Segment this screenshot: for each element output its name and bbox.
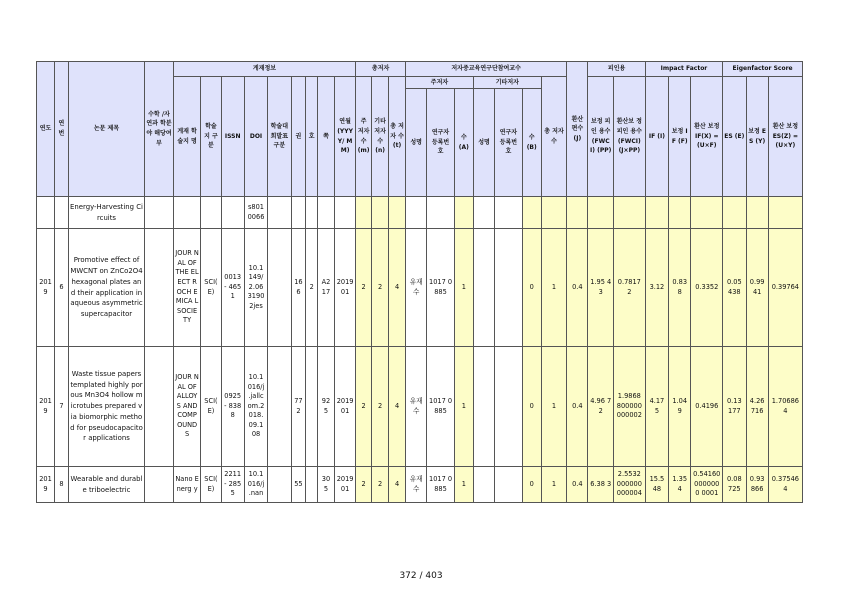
- header-es: ES (E): [723, 77, 746, 197]
- cell-date: 2019 01: [334, 229, 355, 347]
- header-other-author: 기타저자: [473, 77, 541, 89]
- cell-date: [334, 197, 355, 229]
- cell-es: 0.08 725: [723, 467, 746, 503]
- header-eigenfactor: Eigenfactor Score: [723, 62, 803, 77]
- cell-title: Energy-Harvesting Circuits: [68, 197, 144, 229]
- cell-converted: 0.4: [567, 467, 588, 503]
- header-corr-if: 보정 IF (F): [669, 77, 691, 197]
- cell-corr-if: 1.35 4: [669, 467, 691, 503]
- cell-conv-corr-es: 0.375464: [768, 467, 802, 503]
- cell-other-authors: 2: [372, 347, 389, 467]
- header-researcher-no-main: 연구자 등록번 호: [427, 89, 455, 197]
- cell-conv-corr-if: 0.3352: [691, 229, 723, 347]
- cell-conv-corr-es: 1.706864: [768, 347, 802, 467]
- cell-conv-corr-if: 0.54160 0000000 0001: [691, 467, 723, 503]
- cell-corr-citations: 4.96 72: [588, 347, 613, 467]
- cell-total-authors: 4: [389, 467, 406, 503]
- cell-jcode: [268, 347, 291, 467]
- header-corr-es: 보정 ES (Y): [746, 77, 768, 197]
- cell-issue: [306, 347, 318, 467]
- header-name-other: 성명: [473, 89, 494, 197]
- header-issn: ISSN: [221, 77, 244, 197]
- cell-name-main: 유재 수: [406, 229, 427, 347]
- header-if: IF (I): [645, 77, 668, 197]
- table-row: [37, 229, 803, 347]
- header-journal-class: 학술 지 구분: [201, 77, 221, 197]
- cell-year: [37, 197, 55, 229]
- cell-count-b: 0: [522, 347, 541, 467]
- cell-total-authors: [389, 197, 406, 229]
- cell-seq: 6: [55, 229, 69, 347]
- cell-total-authors: 4: [389, 347, 406, 467]
- cell-count-a: [454, 197, 473, 229]
- cell-issn: 2211 - 2855: [221, 467, 244, 503]
- cell-math: [145, 347, 174, 467]
- cell-count-b: 0: [522, 467, 541, 503]
- cell-page: A2 17: [318, 229, 335, 347]
- cell-jclass: SCI( E): [201, 347, 221, 467]
- cell-other-authors: [372, 197, 389, 229]
- header-conv-corr-if: 환산 보정 IF(X) = (U×F): [691, 77, 723, 197]
- cell-reg-other: [495, 197, 523, 229]
- header-main-authors: 주 저자 수 (m): [356, 77, 372, 197]
- cell-title: Promotive effect of MWCNT on ZnCo2O4 hexagonal plates and their application in aqueous asymmetric supercapacitor: [68, 229, 144, 347]
- cell-doi: 10.1 016/j .jallc om.2 018. 09.1 08: [244, 347, 267, 467]
- cell-conv-corr-citations: 0.7817 2: [613, 229, 645, 347]
- cell-total-participant: [541, 197, 567, 229]
- cell-date: 2019 01: [334, 467, 355, 503]
- header-impact-factor: Impact Factor: [645, 62, 722, 77]
- header-conv-corr-es: 환산 보정 ES(Z) =(U×Y): [768, 77, 802, 197]
- cell-jcode: [268, 467, 291, 503]
- cell-seq: 8: [55, 467, 69, 503]
- cell-year: 201 9: [37, 467, 55, 503]
- cell-total-participant: 1: [541, 347, 567, 467]
- cell-corr-if: [669, 197, 691, 229]
- cell-issue: 2: [306, 229, 318, 347]
- cell-journal: JOUR NAL OF ALLOY S AND COMP OUND S: [173, 347, 201, 467]
- cell-reg-other: [495, 467, 523, 503]
- header-count-b: 수 (B): [522, 89, 541, 197]
- cell-conv-corr-es: [768, 197, 802, 229]
- cell-year: 201 9: [37, 229, 55, 347]
- header-issue: 호: [306, 77, 318, 197]
- cell-total-participant: 1: [541, 229, 567, 347]
- header-doi: DOI: [244, 77, 267, 197]
- cell-jclass: [201, 197, 221, 229]
- cell-if: 15.5 48: [645, 467, 668, 503]
- header-page: 쪽: [318, 77, 335, 197]
- cell-reg-main: 1017 0885: [427, 229, 455, 347]
- cell-name-other: [473, 229, 494, 347]
- header-main-author: 주저자: [406, 77, 474, 89]
- cell-name-other: [473, 347, 494, 467]
- cell-jclass: SCI( E): [201, 467, 221, 503]
- cell-issn: [221, 197, 244, 229]
- header-total-participant: 총 저자 수: [541, 77, 567, 197]
- cell-issue: [306, 467, 318, 503]
- cell-corr-es: 0.99 41: [746, 229, 768, 347]
- header-participants: 저자중교육연구단참여교수: [406, 62, 567, 77]
- cell-journal: [173, 197, 201, 229]
- cell-reg-main: 1017 0885: [427, 347, 455, 467]
- cell-year: 201 9: [37, 347, 55, 467]
- cell-corr-citations: [588, 197, 613, 229]
- cell-if: [645, 197, 668, 229]
- header-citation: 피인용: [588, 62, 645, 77]
- cell-es: 0.13 177: [723, 347, 746, 467]
- cell-if: 3.12: [645, 229, 668, 347]
- header-researcher-no-other: 연구자 등록번 호: [495, 89, 523, 197]
- cell-corr-if: 0.83 8: [669, 229, 691, 347]
- cell-conv-corr-es: 0.39764: [768, 229, 802, 347]
- cell-main-authors: 2: [356, 229, 372, 347]
- cell-total-authors: 4: [389, 229, 406, 347]
- cell-count-b: [522, 197, 541, 229]
- cell-volume: 16 6: [291, 229, 306, 347]
- header-conv-corr-citations: 환산보 정피인 용수 (FWCI) (J×PP): [613, 77, 645, 197]
- cell-seq: [55, 197, 69, 229]
- header-journal: 게재 학술지 명: [173, 77, 201, 197]
- cell-count-b: 0: [522, 229, 541, 347]
- cell-count-a: 1: [454, 347, 473, 467]
- cell-name-main: 유재 수: [406, 347, 427, 467]
- header-paper-title: 논문 제목: [68, 62, 144, 197]
- header-seq: 연번: [55, 62, 69, 197]
- header-count-a: 수 (A): [454, 89, 473, 197]
- cell-main-authors: 2: [356, 347, 372, 467]
- cell-date: 2019 01: [334, 347, 355, 467]
- cell-converted: [567, 197, 588, 229]
- cell-corr-citations: 6.38 3: [588, 467, 613, 503]
- cell-seq: 7: [55, 347, 69, 467]
- header-pub-date: 연월 (YYYY/ MM): [334, 77, 355, 197]
- cell-math: [145, 467, 174, 503]
- cell-page: [318, 197, 335, 229]
- table-row: [37, 467, 803, 503]
- cell-reg-other: [495, 229, 523, 347]
- cell-issn: 0013 - 4651: [221, 229, 244, 347]
- cell-name-main: [406, 197, 427, 229]
- cell-corr-citations: 1.95 43: [588, 229, 613, 347]
- header-other-authors: 기타 저자 수 (n): [372, 77, 389, 197]
- cell-reg-main: [427, 197, 455, 229]
- header-corr-citations: 보정 피인 용수 (FWC I) (PP): [588, 77, 613, 197]
- header-converted-count: 환산 편수 (J): [567, 62, 588, 197]
- cell-if: 4.17 5: [645, 347, 668, 467]
- cell-doi: 10.1 149/ 2.06 3190 2jes: [244, 229, 267, 347]
- cell-other-authors: 2: [372, 229, 389, 347]
- cell-doi: 10.1 016/j .nan: [244, 467, 267, 503]
- cell-jcode: [268, 197, 291, 229]
- cell-count-a: 1: [454, 229, 473, 347]
- cell-corr-es: 4.26 716: [746, 347, 768, 467]
- cell-main-authors: 2: [356, 467, 372, 503]
- page-number: 372 / 403: [399, 571, 443, 581]
- cell-es: 0.05 438: [723, 229, 746, 347]
- cell-conv-corr-citations: 2.5532 000000 000004: [613, 467, 645, 503]
- cell-journal: Nano Energ y: [173, 467, 201, 503]
- header-journal-code: 학술대 회발표 구분: [268, 77, 291, 197]
- cell-page: 30 5: [318, 467, 335, 503]
- cell-total-participant: 1: [541, 467, 567, 503]
- cell-volume: 55: [291, 467, 306, 503]
- cell-es: [723, 197, 746, 229]
- cell-conv-corr-citations: 1.9868 800000 000002: [613, 347, 645, 467]
- cell-journal: JOUR NAL OF THE ELECT ROCH EMICA L SOCIE TY: [173, 229, 201, 347]
- cell-corr-es: 0.93 866: [746, 467, 768, 503]
- cell-page: 92 5: [318, 347, 335, 467]
- cell-name-other: [473, 467, 494, 503]
- cell-count-a: 1: [454, 467, 473, 503]
- cell-doi: s801 0066: [244, 197, 267, 229]
- header-pub-info: 게재정보: [173, 62, 355, 77]
- cell-reg-other: [495, 347, 523, 467]
- cell-corr-if: 1.04 9: [669, 347, 691, 467]
- cell-math: [145, 197, 174, 229]
- cell-converted: 0.4: [567, 347, 588, 467]
- cell-conv-corr-if: 0.4196: [691, 347, 723, 467]
- header-year: 연도: [37, 62, 55, 197]
- header-math-flag: 수학 /자연과 학분야 해당여부: [145, 62, 174, 197]
- cell-title: Waste tissue papers templated highly porous Mn3O4 hollow microtubes prepared via biomorphic method for pseudocapacitor applications: [68, 347, 144, 467]
- cell-issue: [306, 197, 318, 229]
- cell-jcode: [268, 229, 291, 347]
- header-volume: 권: [291, 77, 306, 197]
- cell-other-authors: 2: [372, 467, 389, 503]
- cell-corr-es: [746, 197, 768, 229]
- cell-volume: [291, 197, 306, 229]
- cell-name-other: [473, 197, 494, 229]
- table-row: [37, 197, 803, 229]
- header-authors-total: 총저자: [356, 62, 406, 77]
- cell-math: [145, 229, 174, 347]
- cell-conv-corr-if: [691, 197, 723, 229]
- cell-reg-main: 1017 0885: [427, 467, 455, 503]
- cell-issn: 0925 - 8388: [221, 347, 244, 467]
- table-row: [37, 347, 803, 467]
- header-name-main: 성명: [406, 89, 427, 197]
- cell-converted: 0.4: [567, 229, 588, 347]
- cell-jclass: SCI( E): [201, 229, 221, 347]
- cell-conv-corr-citations: [613, 197, 645, 229]
- cell-volume: 77 2: [291, 347, 306, 467]
- performance-table: [36, 61, 803, 503]
- cell-title: Wearable and durable triboelectric: [68, 467, 144, 503]
- cell-name-main: 유재 수: [406, 467, 427, 503]
- cell-main-authors: [356, 197, 372, 229]
- header-total-authors: 총 저자 수 (t): [389, 77, 406, 197]
